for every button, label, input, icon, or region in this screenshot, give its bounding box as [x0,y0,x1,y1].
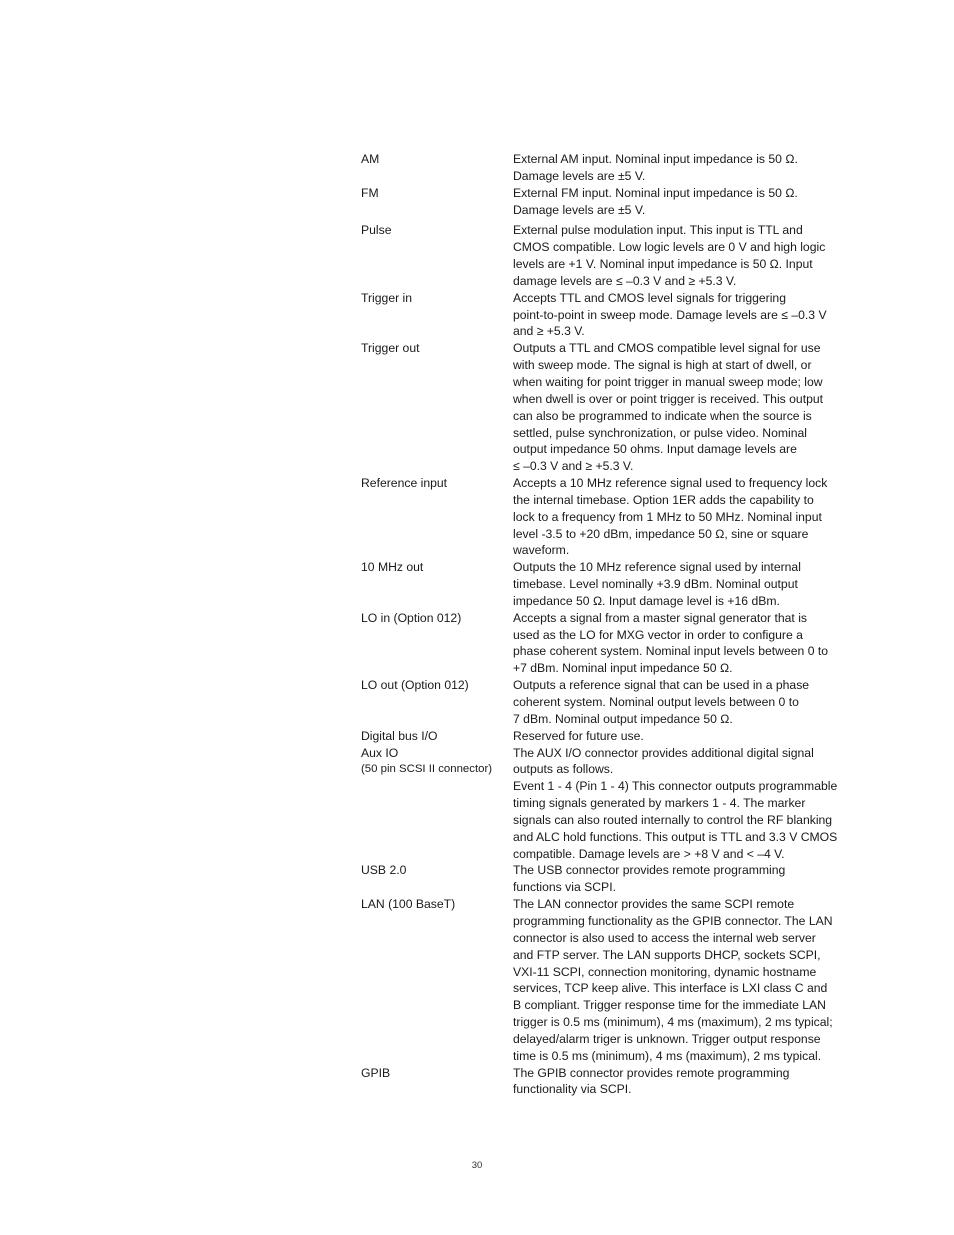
spec-label: Digital bus I/O [361,728,438,743]
spec-description: External pulse modulation input. This input is TTL and CMOS compatible. Low logic levels are 0 V and high logic levels are +1 V. Nominal input impedance is 50 Ω. Input damage levels are ≤ –0.3 V and ≥ +5.3 V. [513,223,826,288]
spec-description: The GPIB connector provides remote programming functionality via SCPI. [513,1065,790,1097]
spec-description: Accepts TTL and CMOS level signals for triggering point-to-point in sweep mode. Damage levels are ≤ –0.3 V and ≥ +5.3 V. [513,290,827,339]
spec-label: GPIB [361,1065,391,1080]
spec-row-lan [361,896,841,1064]
spec-label: Reference input [361,476,448,491]
spec-description: Accepts a 10 MHz reference signal used to frequency lock the internal timebase. Option 1ER adds the capability to lock to a frequency from 1 MHz to 50 MHz. Nominal input level -3.5 to +20 dBm, impedance 50 Ω, sine or square waveform. [513,476,828,558]
spec-row-lo-out [361,677,841,728]
spec-description: The USB connector provides remote programming functions via SCPI. [513,863,786,895]
spec-description: External AM input. Nominal input impedance is 50 Ω. Damage levels are ±5 V. [513,152,798,183]
spec-row-10mhz-out [361,559,841,610]
spec-label: Pulse [361,223,392,238]
spec-description: Accepts a signal from a master signal generator that is used as the LO for MXG vector in order to configure a phase coherent system. Nominal input levels between 0 to +7 dBm. Nominal input impedance 50 Ω. [513,610,829,676]
spec-label: LO out (Option 012) [361,678,469,693]
spec-description: Outputs the 10 MHz reference signal used by internal timebase. Level nominally +3.9 dBm. Nominal output impedance 50 Ω. Input damage level is +16 dBm. [513,560,801,608]
page-number: 30 [471,1160,483,1171]
spec-row-usb [361,862,841,896]
spec-label: 10 MHz out [361,560,424,575]
spec-row-aux-io [361,745,841,863]
spec-label: Aux IO (50 pin SCSI II connector) [361,745,493,776]
spec-row-fm [361,185,841,219]
spec-row-reference-input [361,475,841,559]
spec-row-am [361,151,841,185]
spec-label: LO in (Option 012) [361,610,462,625]
spec-description: Reserved for future use. [513,728,644,743]
spec-label: AM [361,152,380,166]
spec-row-trigger-out [361,340,841,475]
spec-row-trigger-in [361,290,841,341]
spec-description: The LAN connector provides the same SCPI remote programming functionality as the GPIB connector. The LAN connector is also used to access the internal web server and FTP server. The LAN supports DHCP, sockets SCPI, VXI-11 SCPI, connection monitoring, dynamic hostname services, TCP keep alive. This interface is LXI class C and B compliant. Trigger response time for the immediate LAN trigger is 0.5 ms (minimum), 4 ms (maximum), 2 ms typical; delayed/alarm triger is unknown. Trigger output response time is 0.5 ms (minimum), 4 ms (maximum), 2 ms typical. [513,897,833,1063]
spec-row-digital-bus [361,728,841,745]
spec-row-pulse [361,222,841,289]
spec-description: Outputs a reference signal that can be used in a phase coherent system. Nominal output levels between 0 to 7 dBm. Nominal output impedance 50 Ω. [513,678,810,726]
spec-label: Trigger in [361,290,413,305]
connector-spec-table [361,151,841,1098]
spec-label: LAN (100 BaseT) [361,897,456,912]
spec-label: USB 2.0 [361,863,407,878]
spec-description: Outputs a TTL and CMOS compatible level signal for use with sweep mode. The signal is high at start of dwell, or when waiting for point trigger in manual sweep mode; low when dwell is over or point trigger is received. This output can also be programmed to indicate when the source is settled, pulse synchronization, or pulse video. Nominal output impedance 50 ohms. Input damage levels are ≤ –0.3 V and ≥ +5.3 V. [513,341,824,474]
spec-row-lo-in [361,610,841,677]
spec-description: The AUX I/O connector provides additional digital signal outputs as follows. Event 1 - 4 (Pin 1 - 4) This connector outputs programmable timing signals generated by markers 1 - 4. The marker signals can also routed internally to control the RF blanking and ALC hold functions. This output is TTL and 3.3 V CMOS compatible. Damage levels are > +8 V and < –4 V. [513,745,838,861]
spec-label: FM [361,185,379,200]
spec-row-gpib [361,1065,841,1099]
spec-label: Trigger out [361,341,420,356]
spec-description: External FM input. Nominal input impedance is 50 Ω. Damage levels are ±5 V. [513,185,798,217]
